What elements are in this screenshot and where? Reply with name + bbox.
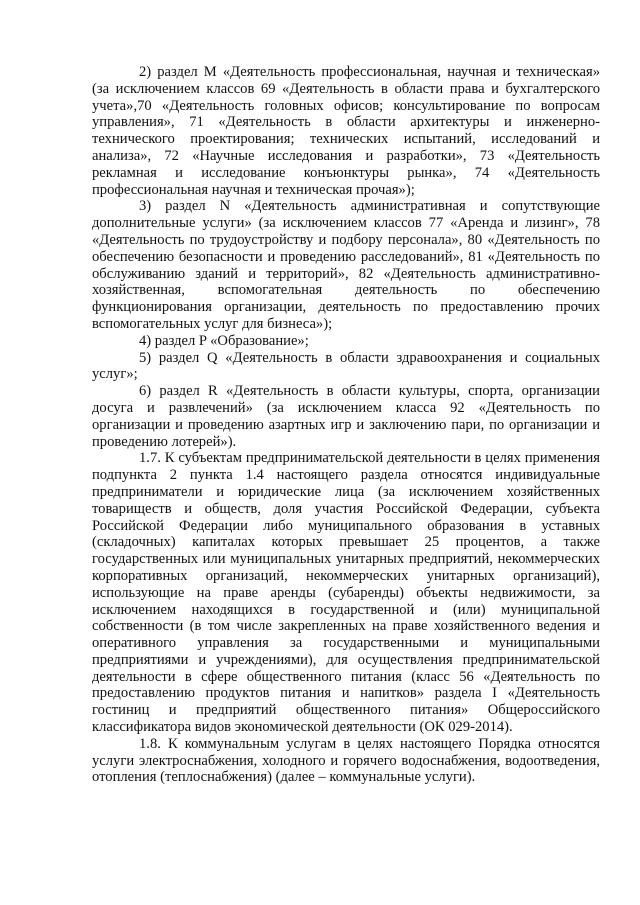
paragraph-section-n: 3) раздел N «Деятельность административная и сопутствующие дополнительные услуги» (за исключением классов 77 «Аренда и лизинг», 78 «Деятельность по трудоустройству и подбору персонала», 80 «Деятельность по обеспечению безопасности и проведению расследований», 81 «Деятельность по обслуживанию зданий и территорий», 82 «Деятельность административно-хозяйственная, вспомогательная деятельность по обеспечению функционирования организации, деятельность по предоставлению прочих вспомогательных услуг для бизнеса»); [92,198,600,332]
paragraph-section-p: 4) раздел P «Образование»; [139,332,309,349]
paragraph-section-r: 6) раздел R «Деятельность в области культуры, спорта, организации досуга и развлечений» (за исключением класса 92 «Деятельность по организации и проведению азартных игр и заключению пари, по организации и проведению лотерей»). [92,383,600,450]
document-page [92,64,600,786]
paragraph-section-m: 2) раздел M «Деятельность профессиональная, научная и техническая» (за исключением классов 69 «Деятельность в области права и бухгалтерского учета»,70 «Деятельность головных офисов; консультирование по вопросам управления», 71 «Деятельность в области архитектуры и инженерно-технического проектирования; технических испытаний, исследований и анализа», 72 «Научные исследования и разработки», 73 «Деятельность рекламная и исследование конъюнктуры рынка», 74 «Деятельность профессиональная научная и техническая прочая»); [92,64,600,198]
paragraph-clause-1-8: 1.8. К коммунальным услугам в целях настоящего Порядка относятся услуги электроснабжения, холодного и горячего водоснабжения, водоотведения, отопления (теплоснабжения) (далее – коммунальные услуги). [92,735,600,786]
paragraph-section-q: 5) раздел Q «Деятельность в области здравоохранения и социальных услуг»; [92,349,600,383]
paragraph-clause-1-7: 1.7. К субъектам предпринимательской деятельности в целях применения подпункта 2 пункта 1.4 настоящего раздела относятся индивидуальные предприниматели и юридические лица (за исключением хозяйственных товариществ и обществ, доля участия Российской Федерации, субъекта Российской Федерации либо муниципального образования в уставных (складочных) капиталах которых превышает 25 процентов, а также государственных или муниципальных унитарных предприятий, некоммерческих корпоративных организаций, некоммерческих унитарных организаций), использующие на праве аренды (субаренды) объекты недвижимости, за исключением находящихся в государственной и (или) муниципальной собственности (в том числе закрепленных на праве хозяйственного ведения и оперативного управления за государственными и муниципальными предприятиями и учреждениями), для осуществления предпринимательской деятельности в сфере общественного питания (класс 56 «Деятельность по предоставлению продуктов питания и напитков» раздела I «Деятельность гостиниц и предприятий общественного питания» Общероссийского классификатора видов экономической деятельности (ОК 029-2014). [92,450,600,736]
